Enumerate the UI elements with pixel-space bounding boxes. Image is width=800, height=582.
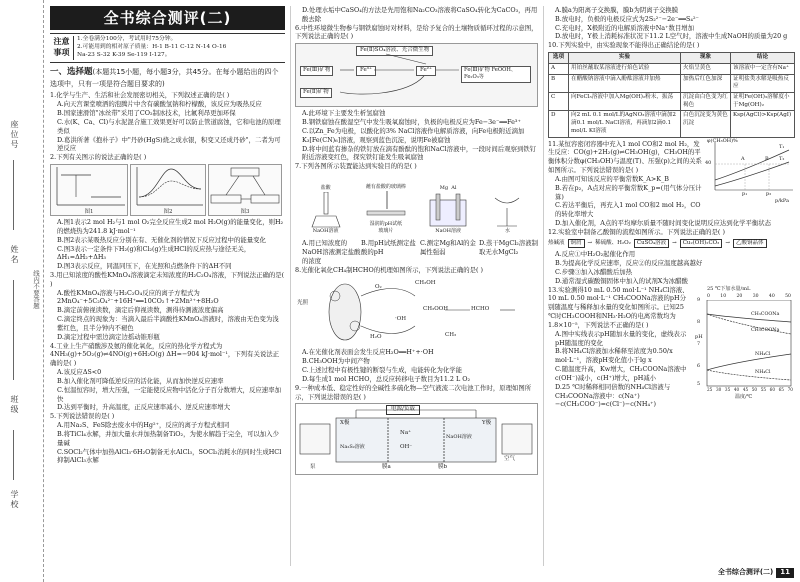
question-1: 1.化学与生产、生活和社会发展密切相关，下列叙述正确的是( ) A.向天宫课堂喷洒的泡腾片中含有碳酸氢钠和柠檬酸，该反应为吸热反应 B.国家速滑馆"冰丝带"采用了CO₂制冰技术，比氟利昂更加环保 C.水(K、Ca、Cl)与水泥混合施工效果更好可以防止管道腐蚀，它和电池的原理类似 D.葛洪所著《抱朴子》中"丹砂(HgS)烧之成水银，积变又还成丹砂"，二者为可逆反应 — [50, 91, 281, 153]
q13-ylabel: pH — [695, 333, 703, 340]
q13-xtick: 60 — [769, 386, 776, 392]
q13-chart — [695, 286, 795, 404]
q13-top-tick: 30 — [752, 293, 759, 299]
question-8: 8.光催化氧化CH₄制HCHO的机理如图所示，下列说法正确的是( ) 光照 CH₃OOH HCHO CH₃OH H₂O O₂ ·OH CH₃ A.在光催化剂表面会发生反应H₂O══H⁺+·OH B.CH₃OOH为中间产物 C.上述过程中有极性键的断裂与生成，电能转化为化学能 D.每生成1 mol HCHO，总反应转移电子数目为11.2 L O₂ — [295, 266, 538, 384]
table-row: D 向2 mL 0.1 mol/L的AgNO₃溶液中滴加2滴0.1 mol/L NaCl溶液，再滴加2滴0.1 mol/L KI溶液 白色沉淀变为黄色沉淀 Ksp(AgCl)>Ksp(AgI) — [549, 111, 795, 137]
binding-line — [13, 280, 14, 380]
q6-box-right: Fe(Ⅲ)矿物 FeOOH、Fe₂O₃等 — [461, 66, 531, 82]
notice-box — [50, 33, 285, 63]
q13-ytick: 7 — [697, 341, 701, 347]
column-2: D.处理水垢中CaSO₄的方法是先用饱和Na₂CO₃溶液将CaSO₄转化为CaCO₃，再用酸去除 6.中性环境微生物参与钢铁腐蚀时对材料，是给予复合的土壤物质循环过程的示意图，下列说法正确的是( ) Fe(Ⅱ)SO₄溶液、光合微生物 Fe(Ⅲ)矿物 Fe³⁺ Fe²⁺ Fe(Ⅲ)矿物 FeOOH、Fe₂O₃等 Fe(Ⅱ)矿物 A.此环境下主要发生析氢腐蚀 B.钢铁腐蚀在酸湿空气中发生吸氧腐蚀时，负极的电极反应为Fe−3e⁻══Fe³⁺ C.以Zn_Fe为电极，以酸化的3% NaCl溶液作电解质溶液，向Fe电极附近滴加K₃[Fe(CN)₆]溶液，观察到蓝色沉淀，说明Fe被腐蚀 D.将中间蓝有掺杂的铁钉放在滴有酚酞的饱和NaCl溶液中，一段时间后观察到铁钉附近溶液变红色，探究铁钉能发生吸氧腐蚀 7.下列各图所示装置能达到实验目的的是( ) 盐酸 NaOH溶液 蘸有盐酸的玻璃棒 湿润的pH试纸 玻璃片 Mg Al NaOH溶液 水 A.用已知浓度的NaOH溶液测定盐酸的浓度 B.用pH试纸测定盐酸的pH C.测定Mg和Al的金属性强弱 D.蒸干MgCl₂溶液制取无水MgCl₂ 8.光催化氧化CH₄制HCHO的机理如图所示，下列说法正确的是( ) 光照 CH₃OOH HCHO CH₃OH H₂O O₂ ·OH CH₃ A.在光催化剂表面会发生反应H₂O══H⁺+·OH B.CH₃OOH为中间产物 C.上述过程中有极性键的断裂与生成，电能转化为化学能 D.每生成1 mol HCHO，总反应转移电子数目为11.2 L O₂ 9.一种成本低、稳定性好的全碱性多硫化物—空气液流二次电池工作时，原理如图所示，下列说法错误的是( ) 电源/负载 X极 膜a 膜b Y极 NaOH溶液 空气 Na₂S₂溶液 泵 Na⁺ OH⁻ — [290, 6, 538, 566]
q6-diagram — [295, 43, 538, 107]
q13-xtick: 50 — [751, 386, 758, 392]
question-3: 3.用已知浓度的酸性KMnO₄溶液滴定未知浓度的H₂C₂O₄溶液，下列说法正确的是( ) A.酸性KMnO₄溶液与H₂C₂O₄反应的离子方程式为2MnO₄⁻+5C₂O₄²⁻+16H⁺══10CO₂↑+2Mn²⁺+8H₂O B.滴定前俯视读数，滴定后仰视读数，测得待测液浓度偏高 C.滴定终点的现象为：当滴入最后半滴酸性KMnO₄溶液时，溶液由无色变为浅紫红色，且半分钟内不褪色 D.滴定过程中需边滴定边摇动锥形瓶 — [50, 270, 285, 341]
q7-apparatus-b: 蘸有盐酸的玻璃棒 湿润的pH试纸 玻璃片 — [365, 184, 406, 235]
q7-apparatus-a: 盐酸 NaOH溶液 — [312, 185, 339, 235]
q13-top-tick: 40 — [768, 293, 775, 299]
question-12: 12.实验室中制备乙酸铜的流程如图所示。下列说法正确的是( ) 热碱液 铜屑 → 稀硫酸、H₂O₂ CuSO₄溶液 → Cu₂(OH)₂CO₃ → 乙酸铜晶体 A.反应①中H₂O₂起催化作用 B.为提高化学反应速率，反应②的反应温度越高越好 C.步骤③加入冰醋酸后加热 D.通常湿式碳酸铜固体中加入的试剂X为冰醋酸 — [548, 228, 795, 286]
q7-options: A.用已知浓度的NaOH溶液测定盐酸的浓度 B.用pH试纸测定盐酸的pH C.测定Mg和Al的金属性强弱 D.蒸干MgCl₂溶液制取无水MgCl₂ — [302, 239, 538, 265]
question-7: 7.下列各图所示装置能达到实验目的的是( ) 盐酸 NaOH溶液 蘸有盐酸的玻璃棒 湿润的pH试纸 玻璃片 Mg Al NaOH溶液 水 A.用已知浓度的NaOH溶液测定盐酸的浓度 B.用pH试纸测定盐酸的pH C.测定Mg和Al的金属性强弱 D.蒸干MgCl₂溶液制取无水MgCl₂ — [295, 162, 538, 265]
q6-box-bottom: Fe(Ⅱ)矿物 — [300, 88, 332, 98]
q2-figure-3: 图3 — [208, 164, 282, 216]
table-row: C 向FeCl₃溶液中加入Mg(OH)₂粉末，振荡 沉淀由白色变为红褐色 证明Fe(OH)₃溶解度小于Mg(OH)₂ — [549, 93, 795, 111]
q13-xlabel: 温度/℃ — [735, 393, 753, 400]
q13-top-title: 25 ℃下加水量/mL — [707, 285, 751, 292]
q2-figures — [50, 162, 285, 218]
binding-cut-text: 线内不要答题 — [32, 270, 40, 309]
q11-series-1: T₁ — [779, 143, 785, 150]
q6-box-fe2: Fe²⁺ — [416, 66, 436, 76]
binding-label-seat: 座位号 — [10, 120, 19, 150]
q11-point-b: B — [765, 155, 769, 162]
q13-xtick: 45 — [742, 386, 749, 392]
q6-box-fe3: Fe³⁺ — [356, 66, 376, 76]
q13-xtick: 25 — [707, 386, 713, 392]
question-10: 10.下列实验中，由实验现象不能得出正确结论的是( ) 选项 实验 现象 结论 A 用铂丝蘸取某溶液进行焰色试验 火焰呈黄色 该溶液中一定含有Na⁺ B 在醋酸钠溶液中滴入酚酞溶液并加热 加热后红色加深 证明盐类水解是吸热反应 C 向FeCl₃溶液中加入Mg(OH)₂粉末，振荡 沉淀由白色变为红褐色 证明Fe(OH)₃溶解度小于Mg(OH)₂ D 向2 mL 0.1 mol/L的AgNO₃溶液中滴加2滴0.1 mol/L NaCl溶液，再滴加2滴0.1 mol/L KI溶液 白色沉淀变为黄色沉淀 Ksp(AgCl)>Ksp(AgI) — [548, 41, 795, 137]
q11-series-2: T₂ — [779, 155, 785, 162]
q9-cell-diagram: 电源/负载 X极 膜a 膜b Y极 NaOH溶液 空气 Na₂S₂溶液 泵 Na⁺ OH⁻ — [295, 403, 538, 475]
question-6: 6.中性环境微生物参与钢铁腐蚀时对材料，是给予复合的土壤物质循环过程的示意图，下列说法正确的是( ) Fe(Ⅱ)SO₄溶液、光合微生物 Fe(Ⅲ)矿物 Fe³⁺ Fe²⁺ Fe(Ⅲ)矿物 FeOOH、Fe₂O₃等 Fe(Ⅱ)矿物 A.此环境下主要发生析氢腐蚀 B.钢铁腐蚀在酸湿空气中发生吸氧腐蚀时，负极的电极反应为Fe−3e⁻══Fe³⁺ C.以Zn_Fe为电极，以酸化的3% NaCl溶液作电解质溶液，向Fe电极附近滴加K₃[Fe(CN)₆]溶液，观察到蓝色沉淀，说明Fe被腐蚀 D.将中间蓝有掺杂的铁钉放在滴有酚酞的饱和NaCl溶液中，一段时间后观察到铁钉附近溶液变红色，探究铁钉能发生吸氧腐蚀 — [295, 23, 538, 162]
q6-box-left: Fe(Ⅲ)矿物 — [300, 66, 333, 76]
q13-series-label: CH₃COONa — [751, 327, 780, 333]
q7-apparatus-d: 水 — [487, 188, 527, 235]
q10-table: 选项 实验 现象 结论 A 用铂丝蘸取某溶液进行焰色试验 火焰呈黄色 该溶液中一定含有Na⁺ B 在醋酸钠溶液中滴入酚酞溶液并加热 加热后红色加深 证明盐类水解是吸热反应 C 向FeCl₃溶液中加入Mg(OH)₂粉末，振荡 沉淀由白色变为红褐色 证明Fe(OH)₃溶解度小于Mg(OH)₂ D 向2 mL 0.1 mol/L的AgNO₃溶液中滴加2滴0.1 mol/L NaCl溶液，再滴加2滴0.1 mol/L KI溶液 白色沉淀变为黄色沉淀 Ksp(AgCl)>Ksp(AgI) — [548, 52, 795, 137]
q13-xtick: 55 — [760, 386, 767, 392]
q13-top-tick: 0 — [707, 293, 710, 299]
question-2: 2.下列有关图示的说法正确的是( ) 图1 图2 图3 A.图1表示2 mol H₂与1 mol O₂完全反应生成2 mol H₂O(g)的能量变化，则H₂的燃烧热为241.8 kJ·mol⁻¹ B.图2表示某吸热反应分别在有、无催化剂的情况下反应过程中的能量变化 C.图3表示一定条件下H₂(g)和Cl₂(g)生成HCl的反应热与途径无关，ΔH₁=ΔH₂+ΔH₃ D.图3表示反应，同温同压下，在光照和点燃条件下的ΔH不同 — [50, 153, 284, 271]
binding-label-name: 姓名 — [10, 245, 19, 265]
q13-top-tick: 20 — [736, 293, 743, 299]
q8-mechanism: 光照 CH₃OOH HCHO CH₃OH H₂O O₂ ·OH CH₃ — [295, 276, 538, 346]
question-5: 5.下列说法错误的是( ) A.用Na₂S、FeS除去废水中的Hg²⁺，反应的离子方程式相同 B.将TiCl₄水解，并加大量水并加热制备TiO₂，为使水解趋于完全，可以加入少量碱 C.SOCl₂气体中加热AlCl₃·6H₂O制备无水AlCl₃，SOCl₂消耗水的同时生成HCl抑制AlCl₃水解 — [50, 412, 282, 465]
q2-figure-1: 图1 — [50, 164, 128, 216]
question-11: φ(CH₃OH)% 40 T₁ T₂ A B p₁ p₂ p/kPa 11.某恒容密闭容器中充入1 mol CO和2 mol H₂，发生反应：CO(g)+2H₂(g)⇌CH₃OH(g)，CH₃OH的平衡体积分数φ(CH₃OH)与温度(T)、压强(p)之间的关系如图所示。下列说法错误的是( ) A.由图可知该反应的平衡常数K_A>K_B B.若在p₂，A点对应的平衡常数K_p=(用气体分压计算) C.若达平衡后，再充入1 mol CO和2 mol H₂，CO的转化率增大 D.加入催化剂，A点的平均摩尔质量不随时间变化说明反应达到化学平衡状态 — [548, 140, 795, 228]
q13-xtick: 65 — [778, 386, 784, 392]
question-13: 25 ℃下加水量/mL 0 10 20 30 40 50 9 8 7 6 5 pH CH₃COONa CH₃COONa NH₄Cl NH₄Cl 25 30 35 40 45 50 55 60 65 70 温度/℃ 13.实验测得10 mL 0.50 mol·L⁻¹ NH₄Cl溶液、10 mL 0.50 mol·L⁻¹ CH₃COONa溶液的pH分别随温度与稀释加水量的变化如图所示。已知25 ℃时CH₃COOH和NH₃·H₂O的电离常数均为1.8×10⁻⁵，下列说法不正确的是( ) A.图中实线表示pH随加水量的变化，虚线表示pH随温度的变化 B.将NH₄Cl溶液加水稀释至浓度为0.50/x mol·L⁻¹，溶液pH变化值小于lg x C.随温度升高，Kw增大，CH₃COONa溶液中c(OH⁻)减小，c(H⁺)增大，pH减小 D.25 ℃时稀释相同倍数的NH₄Cl溶液与CH₃COONa溶液中：c(Na⁺)−c(CH₃COO⁻)=c(Cl⁻)−c(NH₄⁺) — [548, 286, 795, 410]
q11-point-a: A — [741, 155, 745, 162]
q11-xlabel: p/kPa — [775, 197, 790, 204]
question-4: 4.工业上生产硝酸涉及氨的催化氧化，反应的热化学方程式为4NH₃(g)+5O₂(g)⇌4NO(g)+6H₂O(g) ΔH=−904 kJ·mol⁻¹，下列有关说法正确的是( ) A.该反应ΔS<0 B.加入催化剂可降低逆反应的活化能，从而加快逆反应速率 C.恒温恒容时，增大压强，一定能使反应物中活化分子百分数增大，反应速率加快 D.达到平衡时，升高温度，正反应速率减小、逆反应速率增大 — [50, 341, 281, 412]
q6-box-top: Fe(Ⅱ)SO₄溶液、光合微生物 — [356, 46, 433, 56]
question-9: 9.一种成本低、稳定性好的全碱性多硫化物—空气液流二次电池工作时，原理如图所示，下列说法错误的是( ) 电源/负载 X极 膜a 膜b Y极 NaOH溶液 空气 Na₂S₂溶液 泵 Na⁺ OH⁻ — [295, 384, 538, 476]
q11-xtick-1: p₁ — [742, 190, 748, 197]
notice-tag: 注意 事项 — [50, 36, 74, 60]
page-footer — [718, 568, 794, 578]
q13-xtick: 70 — [787, 386, 793, 392]
q13-xtick: 35 — [724, 386, 731, 392]
q13-series-label: NH₄Cl — [755, 351, 771, 357]
q7-apparatus — [295, 173, 538, 237]
binding-label-school: 学校 — [10, 490, 19, 510]
q13-series-label: NH₄Cl — [755, 369, 771, 375]
binding-line — [13, 430, 14, 480]
q13-top-tick: 50 — [785, 293, 791, 299]
q11-chart — [705, 137, 795, 206]
q13-ytick: 5 — [697, 381, 701, 387]
q13-xtick: 30 — [715, 386, 722, 392]
q11-xtick-2: p₂ — [766, 190, 772, 197]
column-1 — [50, 6, 285, 566]
q13-x-ticks — [707, 387, 793, 393]
q13-top-tick: 10 — [720, 293, 727, 299]
q13-xtick: 40 — [733, 386, 740, 392]
q11-ylabel: φ(CH₃OH)% — [707, 137, 738, 144]
q13-ytick: 8 — [697, 319, 701, 325]
q7-apparatus-c: Mg Al NaOH溶液 — [426, 185, 470, 235]
column-3 — [543, 6, 795, 566]
q2-figure-2: 图2 — [130, 164, 206, 216]
q13-ytick: 6 — [697, 363, 701, 369]
q13-series-label: CH₃COONa — [751, 311, 780, 317]
notice-body: 1.全卷满分100分，考试用时75分钟。 2.可能用到的相对原子质量：H-1 B-11 C-12 N-14 O-16 Na-23 S-32 K-39 Se-119 I-127。 — [77, 36, 227, 58]
question-9-options: A.膜a为阳离子交换膜，膜b为阴离子交换膜 B.放电时，负极的电极反应式为2S₂²⁻−2e⁻══S₄²⁻ C.充电时，X极附近的电解质溶液中Na⁺数目增加 D.放电时，Y极上消耗标准状况下11.2 L空气时，溶液中生成NaOH的质量为20 g — [555, 6, 788, 41]
section-title: 一、选择题(本题共15小题，每小题3分，共45分。在每小题给出的四个选项中，只有一项是符合题目要求的) — [50, 66, 279, 88]
page-number: 11 — [776, 568, 794, 578]
binding-margin — [0, 0, 44, 582]
q13-ytick: 9 — [697, 297, 701, 303]
q11-ytick: 40 — [705, 159, 712, 166]
q12-flow: 热碱液 铜屑 → 稀硫酸、H₂O₂ CuSO₄溶液 → Cu₂(OH)₂CO₃ → 乙酸铜晶体 — [548, 239, 795, 249]
page-title: 全书综合测评(二) — [50, 6, 285, 30]
binding-label-class: 班级 — [10, 395, 19, 415]
footer-title: 全书综合测评(二) — [717, 568, 774, 577]
table-row: A 用铂丝蘸取某溶液进行焰色试验 火焰呈黄色 该溶液中一定含有Na⁺ — [549, 63, 795, 74]
binding-line — [13, 160, 14, 230]
table-row: B 在醋酸钠溶液中滴入酚酞溶液并加热 加热后红色加深 证明盐类水解是吸热反应 — [549, 74, 795, 92]
